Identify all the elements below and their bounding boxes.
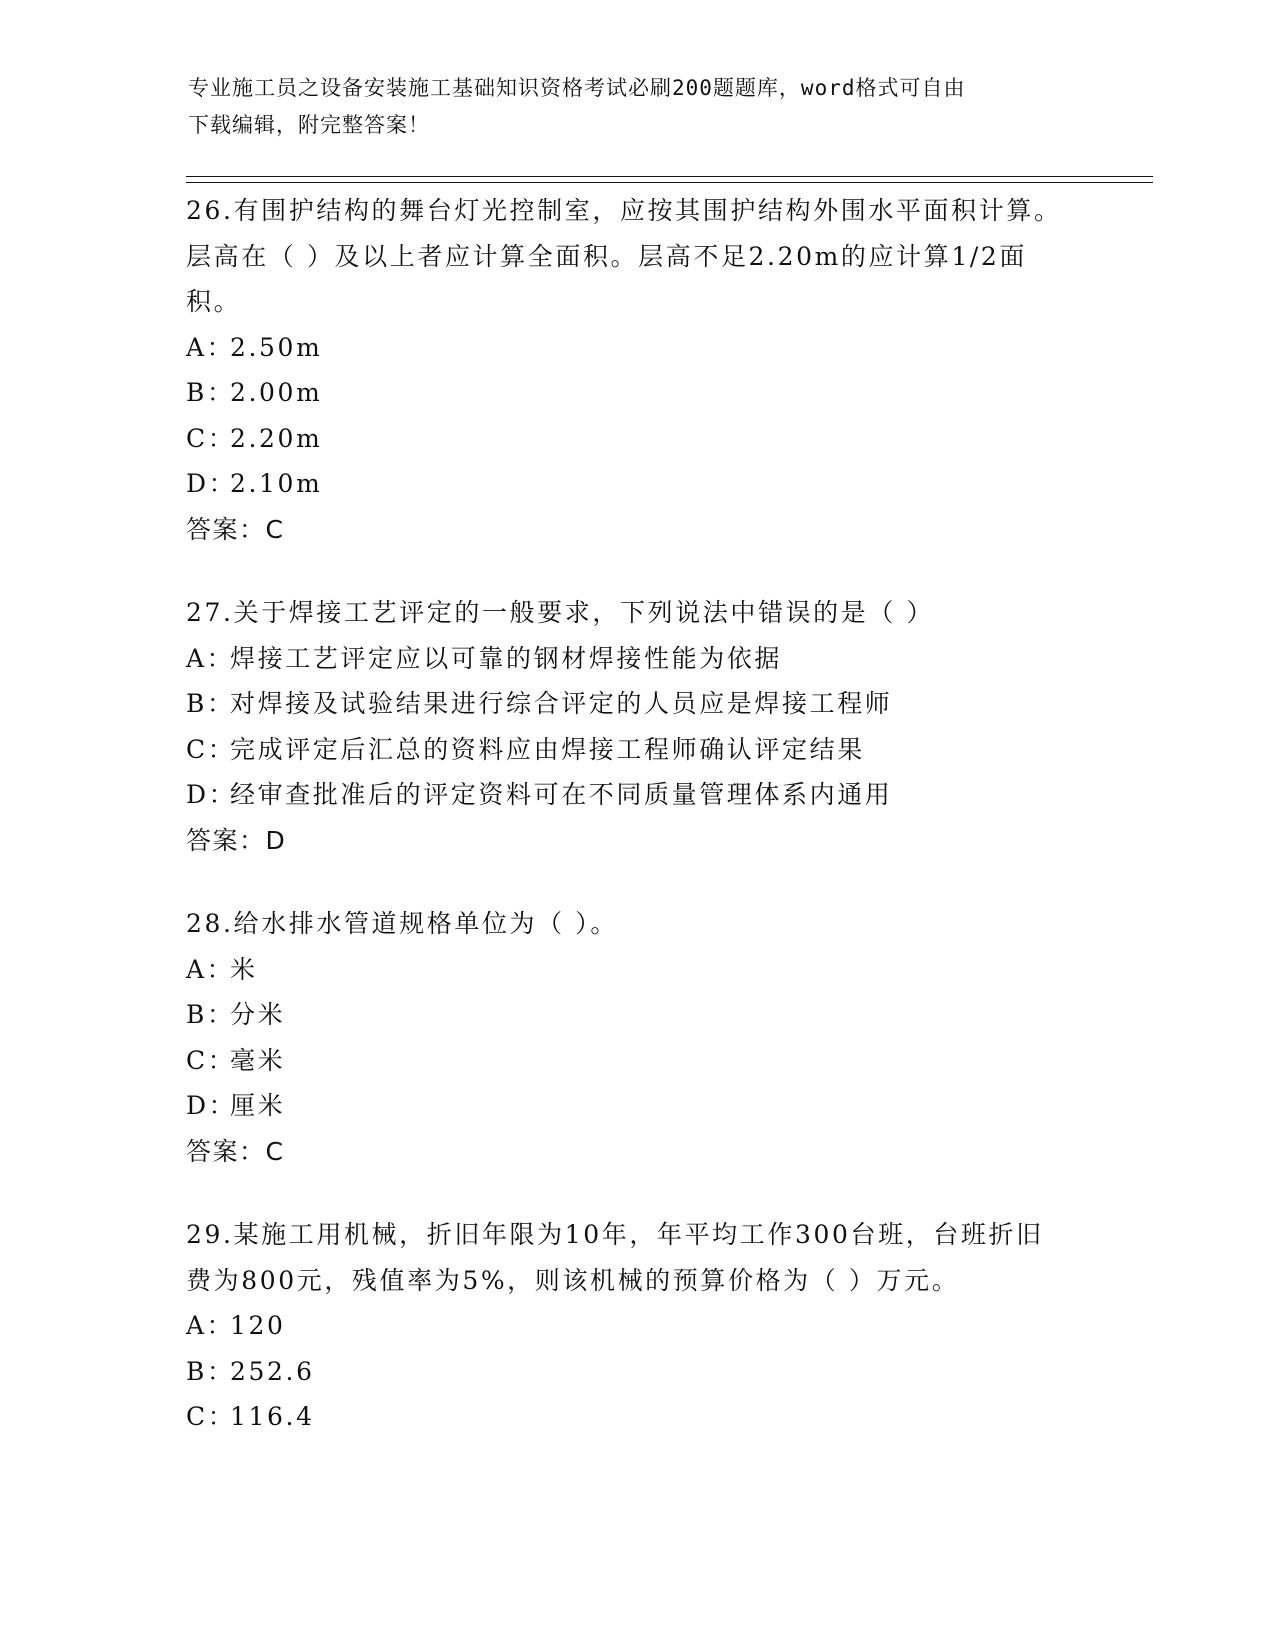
question-28 [186,901,1146,1174]
option-key: A： [186,643,235,673]
option-a [186,947,1146,993]
option-d [186,1083,1146,1129]
option-text: 2.50m [230,332,323,362]
header-title-line-2: 下载编辑，附完整答案！ [188,113,430,137]
question-29 [186,1212,1146,1440]
option-text: 毫米 [230,1045,286,1075]
option-key: C： [186,734,236,764]
option-key: D： [186,780,237,809]
option-text: 焊接工艺评定应以可靠的钢材焊接性能为依据 [230,643,783,673]
header-divider-top [186,176,1153,177]
option-text: 120 [230,1311,286,1340]
option-c [186,1394,1146,1440]
question-stem: 29.某施工用机械，折旧年限为10年，年平均工作300台班，台班折旧费为800元，残值率为5%，则该机械的预算价格为（ ）万元。 [186,1220,1044,1295]
option-text: 2.10m [230,469,323,498]
option-key: B： [186,689,235,718]
option-text: 2.00m [230,378,323,407]
option-c [186,727,1146,773]
option-b [186,1349,1146,1395]
option-c [186,416,1146,462]
option-key: A： [186,332,235,362]
option-d [186,461,1146,507]
question-list [186,188,1146,1478]
option-key: C： [186,1402,236,1431]
option-key: B： [186,1356,235,1386]
header-divider-bottom [186,182,1153,183]
option-text: 米 [230,954,258,984]
question-26 [186,188,1146,552]
option-text: 分米 [230,1000,286,1029]
question-stem: 26.有围护结构的舞台灯光控制室，应按其围护结构外围水平面积计算。层高在（ ）及以上者应计算全面积。层高不足2.20m的应计算1/2面积。 [186,196,1062,316]
option-d [186,772,1146,818]
option-b [186,992,1146,1038]
option-text: 252.6 [230,1356,315,1386]
option-text: 经审查批准后的评定资料可在不同质量管理体系内通用 [230,780,893,809]
question-stem: 27.关于焊接工艺评定的一般要求，下列说法中错误的是（ ） [186,598,935,627]
question-stem: 28.给水排水管道规格单位为（ ）。 [186,909,619,938]
option-key: B： [186,378,235,407]
option-key: B： [186,1000,235,1029]
option-text: 2.20m [230,423,323,453]
option-text: 完成评定后汇总的资料应由焊接工程师确认评定结果 [230,734,865,764]
option-c [186,1038,1146,1084]
option-key: D： [186,469,237,498]
option-a [186,1303,1146,1349]
option-b [186,370,1146,416]
answer-line: 答案：C [186,1136,285,1166]
option-text: 116.4 [230,1402,315,1431]
option-key: A： [186,954,235,984]
option-key: C： [186,1045,236,1075]
option-b [186,681,1146,727]
answer-line: 答案：C [186,514,285,544]
option-key: D： [186,1091,237,1120]
header-title-line-1: 专业施工员之设备安装施工基础知识资格考试必刷200题题库，word格式可自由 [188,76,966,100]
option-key: C： [186,423,236,453]
option-text: 对焊接及试验结果进行综合评定的人员应是焊接工程师 [230,689,893,718]
answer-line: 答案：D [186,825,287,855]
option-a [186,636,1146,682]
option-a [186,325,1146,371]
option-key: A： [186,1311,235,1340]
question-27 [186,590,1146,863]
option-text: 厘米 [230,1091,286,1120]
document-header [188,70,1088,144]
